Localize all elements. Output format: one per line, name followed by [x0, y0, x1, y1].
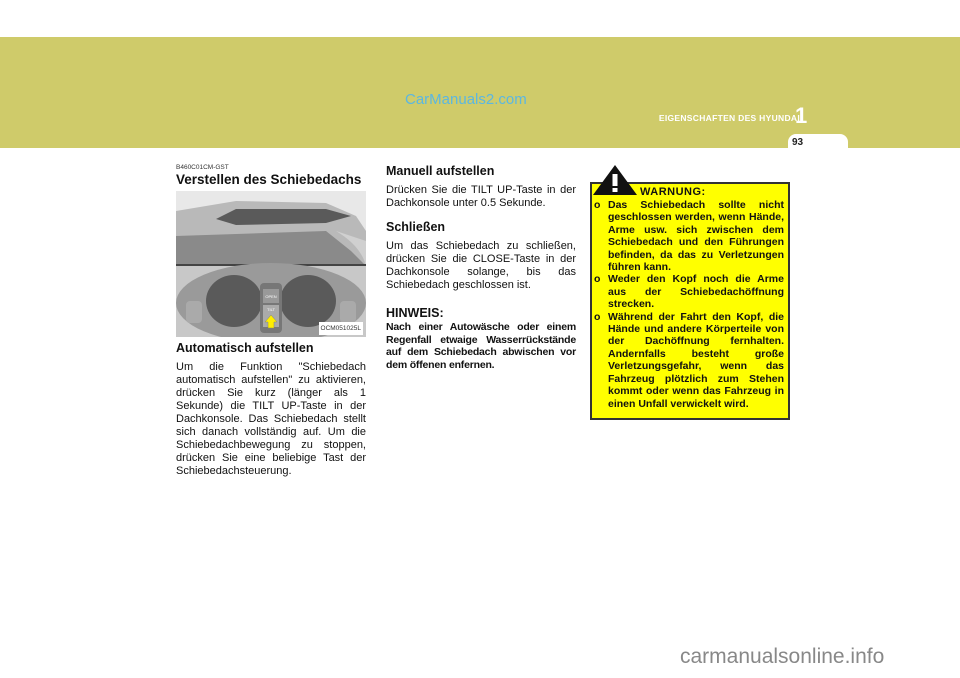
warning-text: Während der Fahrt den Kopf, die Hände und andere Körperteile von der Dachöffnung fernhalten. Andernfalls besteht große Verletzungsgefahr, wenn das Fahrzeug plötzlich zum Stehen kommt oder wenn das Fahrzeug in einen Unfall verwickelt wird. — [608, 310, 784, 410]
note-text: Nach einer Autowäsche oder einem Regenfall etwaige Wasserrückstände auf dem Schiebedach abwischen vor dem öffenen enfernen. — [386, 321, 576, 371]
sunroof-illustration — [176, 191, 366, 337]
body-text: Drücken Sie die TILT UP-Taste in der Dachkonsole unter 0.5 Sekunde. — [386, 184, 576, 209]
warning-list — [594, 199, 784, 410]
header-watermark-link[interactable]: CarManuals2.com — [405, 91, 527, 108]
middle-column — [386, 164, 576, 371]
warning-item — [594, 311, 784, 410]
subsection-title: Schließen — [386, 220, 446, 234]
bullet: o — [594, 310, 601, 323]
figure-code: OCM051025L — [319, 322, 363, 335]
warning-title: WARNUNG: — [640, 186, 706, 198]
body-text: Um das Schiebedach zu schließen, drücken Sie die CLOSE-Taste in der Dachkonsole solange, bis das Schiebedach geschlossen ist. — [386, 240, 576, 291]
bullet: o — [594, 273, 601, 286]
subsection-title: Automatisch aufstellen — [176, 341, 314, 355]
warning-item — [594, 273, 784, 310]
warning-text: Das Schiebedach sollte nicht geschlossen werden, wenn Hände, Arme usw. sich zwischen dem Schiebedach und den Führungen befinden, da das zu Verletzungen führen kann. — [608, 199, 784, 274]
section-title: Verstellen des Schiebedachs — [176, 172, 362, 187]
warning-item — [594, 199, 784, 273]
warning-triangle-icon — [593, 165, 637, 195]
footer-watermark-link[interactable]: carmanualsonline.info — [680, 645, 885, 668]
figure-label-tilt: TILT — [267, 307, 275, 312]
sunroof-figure — [176, 191, 366, 337]
body-text: Um die Funktion "Schiebedach automatisch aufstellen" zu aktivieren, drücken Sie kurz (länger als 1 Sekunde) die TILT UP-Taste in der Dachkonsole. Das Schiebedach stellt sich danach vollständig auf. Um die Schiebedachbewegung zu stoppen, drücken Sie eine beliebige Tast der Schiebedachsteuerung. — [176, 361, 366, 477]
chapter-number: 1 — [795, 103, 808, 128]
warning-text: Weder den Kopf noch die Arme aus der Schiebedachöffnung strecken. — [608, 273, 784, 311]
bullet: o — [594, 199, 601, 211]
chapter-title: EIGENSCHAFTEN DES HYUNDAI — [658, 113, 800, 123]
left-column — [176, 164, 366, 488]
note-title: HINWEIS: — [386, 306, 444, 320]
subsection-title: Manuell aufstellen — [386, 164, 495, 178]
figure-label-open: OPEN — [265, 294, 277, 299]
page-number: 93 — [792, 137, 804, 148]
section-code: B460C01CM-GST — [176, 164, 229, 171]
